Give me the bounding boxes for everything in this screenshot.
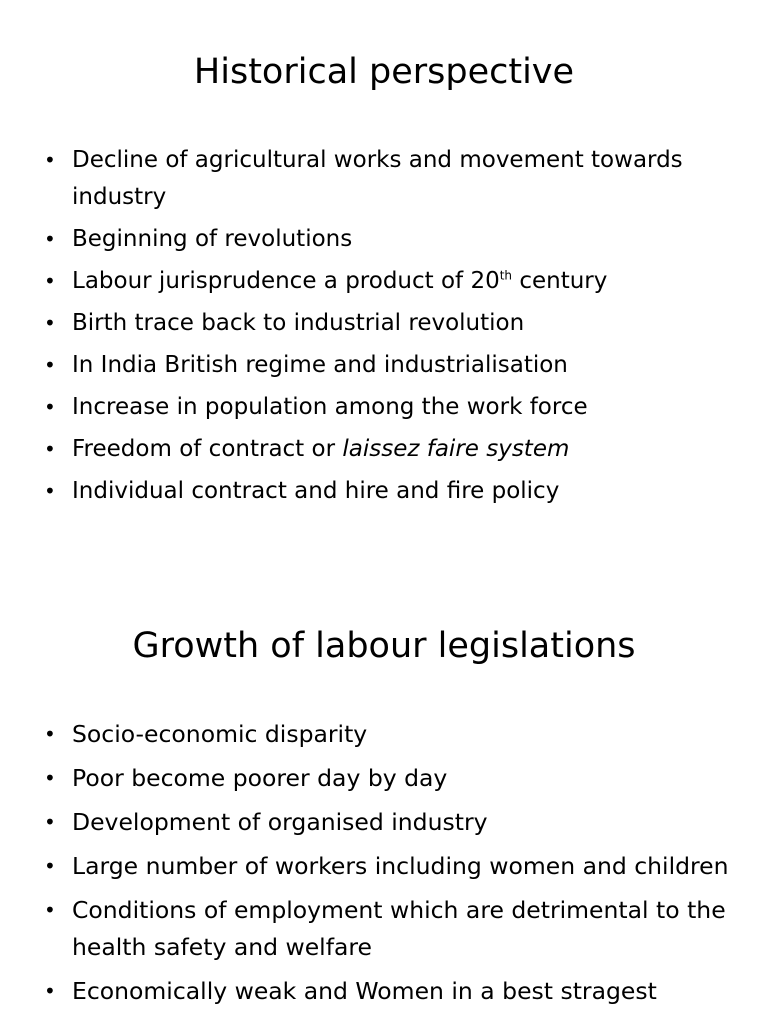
slide-title: Growth of labour legislations <box>132 626 636 666</box>
list-item: • Economically weak and Women in a best stragest <box>44 973 744 1010</box>
bullet-icon: • <box>44 269 56 293</box>
list-item: • Beginning of revolutions <box>44 221 744 258</box>
list-item: • Decline of agricultural works and movement towards industry <box>44 142 744 216</box>
list-item: • Conditions of employment which are detrimental to the health safety and welfare <box>44 892 744 966</box>
list-item: • Birth trace back to industrial revolution <box>44 305 744 342</box>
bullet-icon: • <box>44 148 56 172</box>
list-item: • Large number of workers including women and children <box>44 848 744 885</box>
list-item: • Poor become poorer day by day <box>44 760 744 797</box>
bullet-icon: • <box>44 437 56 461</box>
bullet-icon: • <box>44 311 56 335</box>
bullet-icon: • <box>44 395 56 419</box>
slide-growth-of-labour-legislations <box>0 580 768 1024</box>
bullet-icon: • <box>44 854 56 878</box>
list-item: • In India British regime and industrialisation <box>44 347 744 384</box>
bullet-icon: • <box>44 898 56 922</box>
bullet-list <box>44 716 744 1017</box>
list-item: • Individual contract and hire and fire policy <box>44 473 744 510</box>
slide-title: Historical perspective <box>193 52 575 92</box>
list-item: • Increase in population among the work force <box>44 389 744 426</box>
ordinal-superscript: th <box>499 268 513 283</box>
list-item: • Freedom of contract or laissez faire system <box>44 431 744 468</box>
bullet-list <box>44 142 744 515</box>
bullet-icon: • <box>44 810 56 834</box>
list-item: • Labour jurisprudence a product of 20th century <box>44 263 744 300</box>
list-item: • Socio-economic disparity <box>44 716 744 753</box>
bullet-icon: • <box>44 722 56 746</box>
bullet-icon: • <box>44 227 56 251</box>
bullet-icon: • <box>44 766 56 790</box>
list-item: • Development of organised industry <box>44 804 744 841</box>
bullet-icon: • <box>44 479 56 503</box>
bullet-icon: • <box>44 353 56 377</box>
bullet-icon: • <box>44 979 56 1003</box>
italic-term: laissez faire system <box>342 436 570 462</box>
